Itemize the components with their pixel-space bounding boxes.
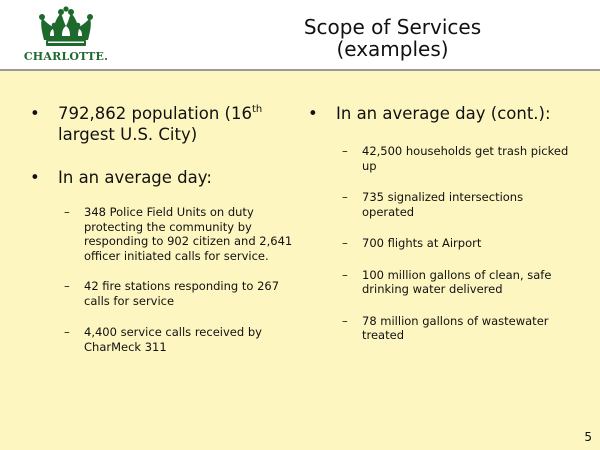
dash-icon: – xyxy=(64,205,70,219)
sub-item-text: 348 Police Field Units on duty protecting the community by responding to 902 citizen and 2,641 officer initiated calls for service. xyxy=(84,205,293,263)
list-item xyxy=(306,268,576,297)
bullet-average-day xyxy=(28,167,293,188)
title-line-2: (examples) xyxy=(336,37,449,61)
bullet-dot-icon: • xyxy=(308,104,318,123)
population-text: 792,862 population (16 xyxy=(58,104,252,123)
dash-icon: – xyxy=(342,313,348,328)
right-column xyxy=(306,103,576,343)
dash-icon: – xyxy=(342,190,348,204)
crown-icon xyxy=(20,6,112,50)
bullet-dot-icon: • xyxy=(30,168,40,187)
dash-icon: – xyxy=(342,267,348,282)
superscript-th: th xyxy=(251,104,263,115)
charlotte-logo xyxy=(20,6,112,64)
average-day-text: In an average day: xyxy=(58,168,212,187)
title-line-1: Scope of Services xyxy=(303,15,482,39)
slide-header xyxy=(0,0,600,70)
sub-item-text: 78 million gallons of wastewater treated xyxy=(362,313,549,342)
dash-icon: – xyxy=(342,236,348,250)
sub-item-text: 735 signalized intersections operated xyxy=(362,190,524,219)
list-item xyxy=(28,325,293,354)
page-number: 5 xyxy=(584,430,592,444)
bullet-dot-icon: • xyxy=(30,104,40,123)
sub-item-text: 4,400 service calls received by CharMeck 311 xyxy=(84,325,262,354)
sub-item-text: 100 million gallons of clean, safe drinking water delivered xyxy=(362,267,552,296)
slide-body xyxy=(0,71,600,450)
bullet-average-day-cont xyxy=(306,103,576,124)
sub-item-text: 42 fire stations responding to 267 calls for service xyxy=(84,279,280,308)
dash-icon: – xyxy=(64,279,70,293)
dash-icon: – xyxy=(342,144,348,158)
list-item xyxy=(306,144,576,173)
logo-wordmark: CHARLOTTE. xyxy=(23,50,109,63)
slide-title xyxy=(250,16,535,60)
bullet-population xyxy=(28,103,293,145)
left-column xyxy=(28,103,293,354)
list-item xyxy=(28,205,293,263)
list-item xyxy=(28,279,293,308)
list-item xyxy=(306,314,576,343)
population-text-cont: largest U.S. City) xyxy=(58,125,198,144)
sub-item-text: 700 flights at Airport xyxy=(362,236,482,250)
average-day-cont-text: In an average day (cont.): xyxy=(336,104,551,123)
list-item xyxy=(306,236,576,251)
list-item xyxy=(306,190,576,219)
dash-icon: – xyxy=(64,325,70,339)
sub-item-text: 42,500 households get trash picked up xyxy=(362,144,569,173)
